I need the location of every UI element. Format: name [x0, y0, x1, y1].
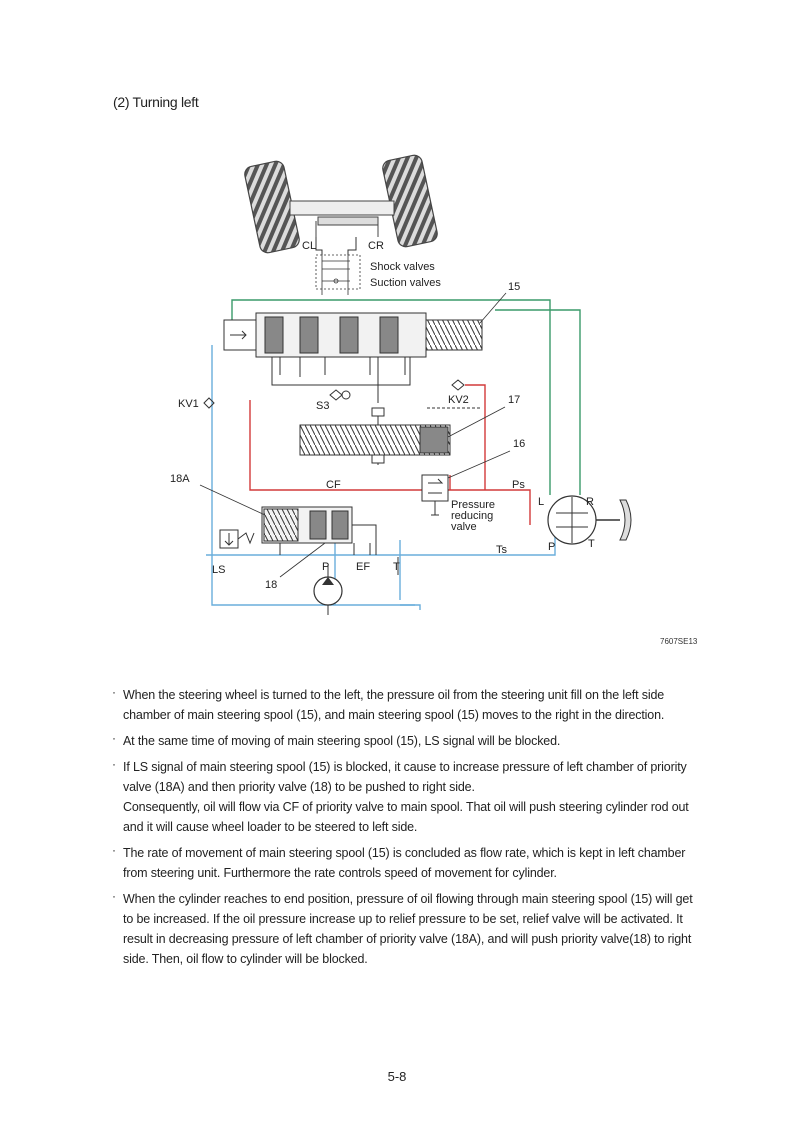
figure-reference: 7607SE13: [660, 637, 698, 646]
main-steering-spool: [224, 313, 482, 375]
label-prv-2: reducing: [451, 510, 494, 522]
label-16: 16: [513, 438, 526, 450]
label-shock-valves: Shock valves: [370, 261, 435, 273]
bullet-list: [112, 685, 702, 975]
steering-hydraulic-diagram: [150, 145, 650, 625]
steering-cylinder: [318, 217, 378, 225]
label-cr: CR: [368, 240, 384, 252]
bullet-item: [112, 757, 702, 837]
label-cl: CL: [302, 240, 317, 252]
bullet-text: When the steering wheel is turned to the left, the pressure oil from the steering unit fill on the left side chamber of main steering spool (15), and main steering spool (15) moves to the right in the direction.: [123, 688, 665, 722]
label-t-tank: T: [393, 561, 400, 573]
label-ls: LS: [212, 564, 226, 576]
pressure-reducing-valve-16: [422, 475, 448, 515]
axle: [290, 201, 394, 215]
label-t-unit: T: [588, 538, 595, 550]
bullet-text: The rate of movement of main steering spool (15) is concluded as flow rate, which is kept in left chamber from steering unit. Furthermore the rate controls speed of movement for cylinder.: [123, 846, 686, 880]
bullet-text: If LS signal of main steering spool (15) is blocked, it cause to increase pressure of left chamber of priority valve (18A) and then priority valve (18) to be pushed to right side.: [123, 760, 687, 794]
label-p-unit: P: [548, 541, 556, 553]
kv2-valve: [452, 380, 464, 390]
bullet-dot: ·: [112, 889, 116, 903]
bullet-text: When the cylinder reaches to end position, pressure of oil flowing through main steering spool (15) will get to be increased. If the oil pressure increase up to relief pressure to be set, relief valve will be activated. It result in decreasing pressure of left chamber of priority valve (18A), and will push priority valve(18) to right side. Then, oil flow to cylinder will be blocked.: [123, 892, 693, 966]
page-number: 5-8: [387, 1069, 407, 1084]
relief-valve-17: [300, 408, 450, 465]
label-cf: CF: [326, 479, 341, 491]
ls-valve: [220, 530, 254, 548]
bullet-item: [112, 731, 702, 751]
label-l: L: [538, 496, 545, 508]
label-18: 18: [265, 579, 278, 591]
bullet-dot: ·: [112, 843, 116, 857]
bullet-text: At the same time of moving of main steering spool (15), LS signal will be blocked.: [123, 734, 561, 748]
bullet-item: [112, 685, 702, 725]
bullet-item: [112, 843, 702, 883]
bullet-dot: ·: [112, 685, 116, 699]
label-prv-3: valve: [451, 521, 477, 533]
axle-wheels: [243, 154, 438, 254]
label-suction-valves: Suction valves: [370, 277, 441, 289]
label-kv1: KV1: [178, 398, 199, 410]
label-kv2: KV2: [448, 394, 469, 406]
label-ps: Ps: [512, 479, 525, 491]
label-s3: S3: [316, 400, 330, 412]
bullet-dot: ·: [112, 731, 116, 745]
bullet-item: [112, 889, 702, 969]
label-ts: Ts: [496, 544, 507, 556]
label-18a: 18A: [170, 473, 190, 485]
bullet-dot: ·: [112, 757, 116, 771]
label-17: 17: [508, 394, 521, 406]
label-ef: EF: [356, 561, 371, 573]
shock-suction-valves: [316, 255, 360, 295]
bullet-text-continuation: Consequently, oil will flow via CF of priority valve to main spool. That oil will push steering cylinder rod out and it will cause wheel loader to be steered to left side.: [123, 800, 689, 834]
section-heading: (2) Turning left: [113, 94, 199, 110]
label-15: 15: [508, 281, 521, 293]
label-prv-1: Pressure: [451, 499, 496, 511]
s3-valve: [330, 390, 350, 400]
label-p-pump: P: [322, 561, 330, 573]
label-r: R: [586, 496, 594, 508]
